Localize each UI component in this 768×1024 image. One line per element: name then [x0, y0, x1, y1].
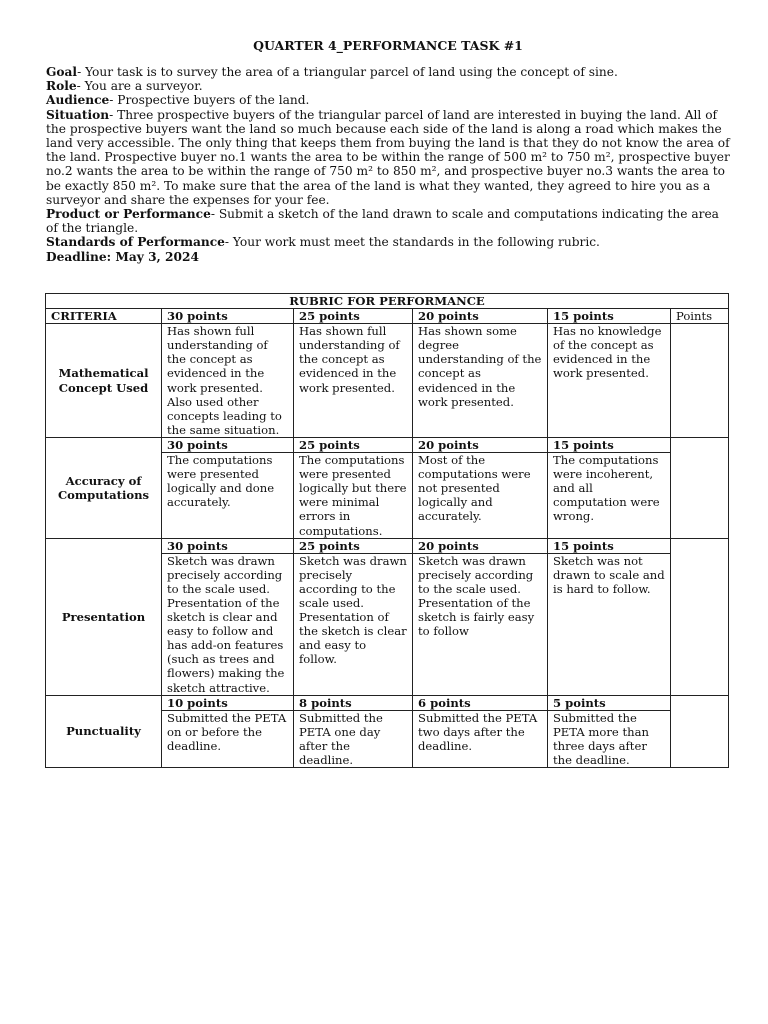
level-cell: 10 points	[162, 695, 294, 710]
level-header: 15 points	[548, 309, 671, 324]
situation-text: - Three prospective buyers of the triangular parcel of land are interested in buying the land. All of the prospective buyers want the land so much because each side of the land is along a road which makes the land very accessible. The only thing that keeps them from buying the land is that they do not know the area of the land. Prospective buyer no.1 wants the area to be within the range of 500 m² to 750 m², prospective buyer no.2 wants the area to be within the range of 750 m² to 850 m², and prospective buyer no.3 wants the area to be exactly 850 m². To make sure that the area of the land is what they wanted, they agreed to hire you as a surveyor and share the expenses for your fee.	[46, 107, 730, 207]
audience-label: Audience	[46, 93, 110, 108]
document-page	[46, 38, 730, 264]
table-row	[46, 538, 729, 553]
points-header: Points	[671, 309, 729, 324]
standards-text: - Your work must meet the standards in the following rubric.	[224, 235, 600, 250]
situation-paragraph	[46, 108, 730, 207]
level-cell: 25 points	[294, 538, 413, 553]
description-cell: Has shown some degree understanding of the concept as evidenced in the work presented.	[413, 324, 548, 438]
description-cell: Has no knowledge of the concept as evidenced in the work presented.	[548, 324, 671, 438]
points-cell[interactable]	[671, 324, 729, 438]
criterion-cell: Accuracy of Computations	[46, 437, 162, 538]
points-cell[interactable]	[671, 437, 729, 538]
situation-label: Situation	[46, 107, 110, 122]
table-row	[46, 324, 729, 438]
role-paragraph	[46, 79, 730, 93]
description-cell: Sketch was drawn precisely according to the scale used. Presentation of the sketch is fairly easy to follow	[413, 553, 548, 695]
role-text: - You are a surveyor.	[76, 79, 203, 94]
description-cell: The computations were presented logically and done accurately.	[162, 453, 294, 539]
level-cell: 20 points	[413, 437, 548, 452]
level-cell: 30 points	[162, 538, 294, 553]
rubric-table	[45, 293, 729, 768]
criterion-cell: Mathematical Concept Used	[46, 324, 162, 438]
goal-label: Goal	[46, 65, 78, 79]
level-cell: 6 points	[413, 695, 548, 710]
level-cell: 20 points	[413, 538, 548, 553]
description-cell: The computations were presented logically but there were minimal errors in computations.	[294, 453, 413, 539]
level-cell: 15 points	[548, 538, 671, 553]
goal-paragraph	[46, 65, 730, 79]
product-text: - Submit a sketch of the land drawn to scale and computations indicating the area of the triangle.	[46, 207, 719, 236]
description-cell: Submitted the PETA on or before the deadline.	[162, 710, 294, 767]
description-cell: Submitted the PETA two days after the deadline.	[413, 710, 548, 767]
description-cell: The computations were incoherent, and all computation were wrong.	[548, 453, 671, 539]
description-cell: Has shown full understanding of the concept as evidenced in the work presented.	[294, 324, 413, 438]
standards-paragraph	[46, 235, 730, 249]
standards-label: Standards of Performance	[46, 235, 225, 250]
product-paragraph	[46, 207, 730, 235]
description-cell: Submitted the PETA one day after the deadline.	[294, 710, 413, 767]
points-cell[interactable]	[671, 538, 729, 695]
description-cell: Submitted the PETA more than three days after the deadline.	[548, 710, 671, 767]
level-header: 20 points	[413, 309, 548, 324]
level-cell: 5 points	[548, 695, 671, 710]
level-cell: 25 points	[294, 437, 413, 452]
level-cell: 30 points	[162, 437, 294, 452]
criteria-header: CRITERIA	[46, 309, 162, 324]
table-row	[46, 437, 729, 452]
role-label: Role	[46, 79, 77, 94]
level-header: 25 points	[294, 309, 413, 324]
deadline: Deadline: May 3, 2024	[46, 249, 199, 264]
rubric-title: RUBRIC FOR PERFORMANCE	[46, 294, 729, 309]
audience-text: - Prospective buyers of the land.	[109, 93, 310, 108]
description-cell: Sketch was drawn precisely according to the scale used. Presentation of the sketch is clear and easy to follow and has add-on features (such as trees and flowers) making the sketch attractive.	[162, 553, 294, 695]
product-label: Product or Performance	[46, 207, 211, 222]
document-title: QUARTER 4_PERFORMANCE TASK #1	[253, 38, 523, 53]
criterion-cell: Presentation	[46, 538, 162, 695]
criterion-cell: Punctuality	[46, 695, 162, 767]
level-header: 30 points	[162, 309, 294, 324]
goal-text: - Your task is to survey the area of a triangular parcel of land using the concept of sine.	[77, 65, 618, 79]
table-row	[46, 695, 729, 710]
level-cell: 15 points	[548, 437, 671, 452]
description-cell: Has shown full understanding of the concept as evidenced in the work presented. Also used other concepts leading to the same situation.	[162, 324, 294, 438]
level-cell: 8 points	[294, 695, 413, 710]
audience-paragraph	[46, 93, 730, 107]
description-cell: Most of the computations were not presented logically and accurately.	[413, 453, 548, 539]
description-cell: Sketch was not drawn to scale and is hard to follow.	[548, 553, 671, 695]
description-cell: Sketch was drawn precisely according to the scale used. Presentation of the sketch is clear and easy to follow.	[294, 553, 413, 695]
points-cell[interactable]	[671, 695, 729, 767]
